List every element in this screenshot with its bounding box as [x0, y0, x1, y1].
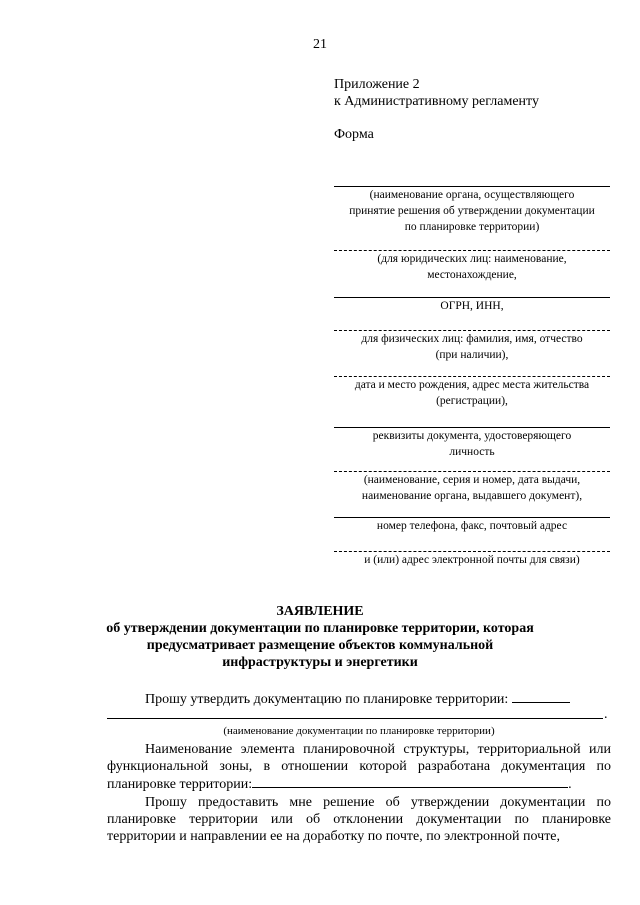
- field-caption: местонахождение,: [427, 269, 517, 281]
- period: .: [604, 707, 608, 722]
- paragraph-text: Прошу утвердить документацию по планировке территории:: [145, 692, 509, 707]
- field-caption: номер телефона, факс, почтовый адрес: [376, 520, 568, 532]
- caption-documentation-name: (наименование документации по планировке территории): [223, 725, 495, 737]
- field-caption: по планировке территории): [404, 221, 540, 233]
- form-label: Форма: [334, 127, 374, 142]
- field-caption: и (или) адрес электронной почты для связи): [364, 554, 580, 566]
- field-caption: личность: [449, 446, 495, 458]
- field-caption: для физических лиц: фамилия, имя, отчество: [361, 333, 583, 345]
- paragraph-text: Наименование элемента планировочной структуры, территориальной или функциональной зоны, в отношении которой разработана документация по планировке территории:: [107, 742, 611, 792]
- field-email: [334, 551, 610, 568]
- paragraph-text: Прошу предоставить мне решение об утверждении документации по планировке территории или об отклонении документации по планировке территории и направлении ее на доработку по почте, по электронной почте,: [107, 795, 611, 844]
- field-birth-address: [334, 376, 610, 409]
- field-phone-address: [334, 517, 610, 534]
- field-caption: принятие решения об утверждении документации: [349, 205, 595, 217]
- field-legal-entity: [334, 250, 610, 283]
- blank-line: [107, 705, 603, 719]
- blank-line: [512, 690, 570, 703]
- field-identity-document: [334, 427, 610, 460]
- application-title: [100, 603, 540, 671]
- paragraph-planning-element: [107, 741, 611, 793]
- field-caption: дата и место рождения, адрес места жительства: [354, 379, 590, 391]
- appendix-line-2: к Административному регламенту: [334, 94, 539, 109]
- field-caption: (наименование органа, осуществляющего: [369, 189, 575, 201]
- title-line-4: инфраструктуры и энергетики: [222, 655, 418, 670]
- field-caption: наименование органа, выдавшего документ),: [361, 490, 583, 502]
- field-caption: (для юридических лиц: наименование,: [377, 253, 567, 265]
- field-caption: реквизиты документа, удостоверяющего: [372, 430, 572, 442]
- field-document-details: [334, 471, 610, 504]
- field-individual-name: [334, 330, 610, 363]
- appendix-heading: [334, 76, 539, 110]
- field-authority: [334, 186, 610, 235]
- period: .: [568, 777, 572, 792]
- title-line-1: ЗАЯВЛЕНИЕ: [276, 604, 364, 619]
- blank-line: [252, 775, 568, 788]
- title-line-3: предусматривает размещение объектов коммунальной: [146, 638, 494, 653]
- field-caption: (при наличии),: [435, 349, 509, 361]
- field-caption: (наименование, серия и номер, дата выдачи,: [363, 474, 581, 486]
- paragraph-delivery: [107, 794, 611, 845]
- page-number: 21: [313, 37, 327, 52]
- field-ogrn-inn: [334, 297, 610, 314]
- appendix-line-1: Приложение 2: [334, 77, 420, 92]
- title-line-2: об утверждении документации по планировке территории, которая: [106, 621, 534, 636]
- field-caption: ОГРН, ИНН,: [440, 300, 504, 312]
- field-caption: (регистрации),: [436, 395, 508, 407]
